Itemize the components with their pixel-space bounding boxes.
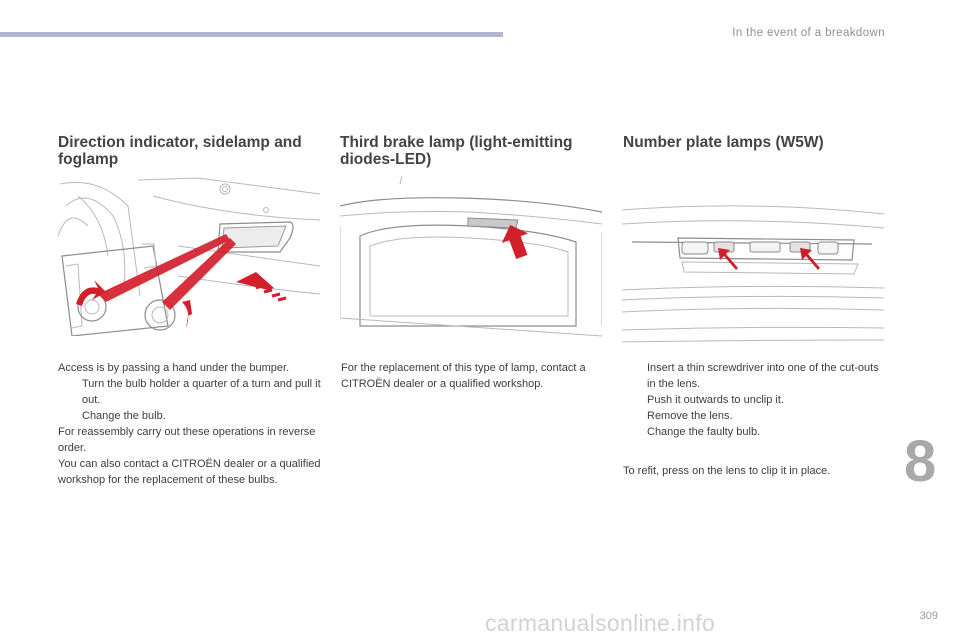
bullet-item	[58, 376, 326, 408]
bullet-text: Remove the lens.	[647, 410, 733, 422]
third-brake-lamp-illustration	[340, 176, 602, 349]
watermark-text: carmanualsonline.info	[485, 610, 716, 636]
bullet-item	[623, 392, 887, 408]
body-text: Access is by passing a hand under the bumper.	[58, 362, 290, 374]
section-title: Direction indicator, sidelamp and foglamp	[58, 134, 302, 168]
page-number: 309	[919, 610, 938, 622]
body-text: For reassembly carry out these operations in reverse order.	[58, 426, 316, 454]
section-body	[341, 360, 589, 392]
section-number-plate-lamps	[623, 134, 887, 170]
bullet-item	[623, 408, 887, 424]
chapter-number-badge: 8	[904, 429, 937, 494]
top-decorative-bar	[0, 32, 503, 37]
section-direction-indicator	[58, 134, 326, 170]
note-text: To refit, press on the lens to clip it in place.	[623, 465, 831, 477]
section-title: Number plate lamps (W5W)	[623, 134, 824, 151]
section-body	[623, 360, 887, 440]
section-note	[623, 463, 887, 479]
number-plate-lamp-illustration	[622, 200, 884, 355]
chapter-header-title: In the event of a breakdown	[732, 27, 885, 39]
bullet-text: Change the bulb.	[82, 410, 166, 422]
bullet-text: Push it outwards to unclip it.	[647, 394, 784, 406]
bullet-item	[623, 360, 887, 392]
bullet-text: Change the faulty bulb.	[647, 426, 761, 438]
section-title: Third brake lamp (light-emitting diodes-LED)	[340, 134, 573, 168]
bullet-item	[58, 408, 326, 424]
bullet-text: Insert a thin screwdriver into one of the cut-outs in the lens.	[647, 362, 879, 390]
bullet-text: Turn the bulb holder a quarter of a turn and pull it out.	[82, 378, 321, 406]
body-text: You can also contact a CITROËN dealer or a qualified workshop for the replacement of these bulbs.	[58, 458, 321, 486]
body-text: For the replacement of this type of lamp, contact a CITROËN dealer or a qualified workshop.	[341, 362, 586, 390]
section-body	[58, 360, 326, 488]
section-third-brake-lamp	[340, 134, 602, 170]
bullet-item	[623, 424, 887, 440]
rear-bumper-lamp-illustration	[58, 176, 320, 341]
